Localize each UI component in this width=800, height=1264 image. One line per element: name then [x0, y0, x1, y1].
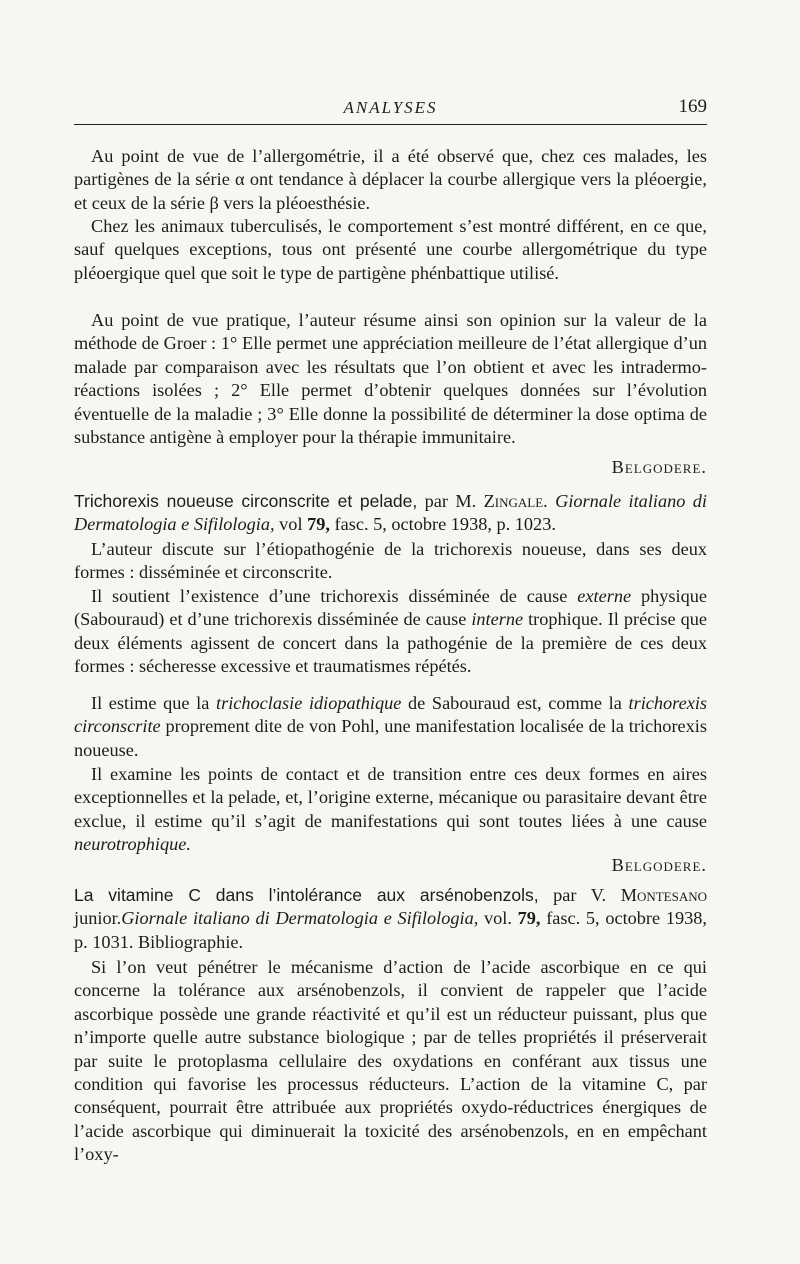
section-title: ANALYSES: [343, 98, 438, 117]
author-suffix: junior.: [74, 908, 122, 929]
journal-name: Giornale italiano di Dermatologia e Sifilologia,: [121, 908, 479, 929]
article-by: par M.: [424, 491, 477, 511]
text-run: Il soutient l’existence d’une trichorexis disséminée de cause: [91, 586, 568, 606]
text-run: Il examine les points de contact et de transition entre ces deux formes en aires exceptionnelles et la pelade, et, l’origine externe, mécanique ou parasitaire devant être exclue, il estime qu’il s’agit de manifestations qui sont toutes liées à une cause: [74, 764, 707, 831]
emphasis-trichorexis: trichorexis circonscrite: [74, 693, 708, 737]
volume-number: 79,: [307, 514, 330, 535]
running-header: [74, 98, 707, 125]
paragraph-examine: [74, 763, 707, 857]
paragraph-existence: [74, 585, 707, 679]
article-reference: fasc. 5, octobre 1938, p. 1031. Bibliographie.: [74, 908, 707, 952]
article-title: La vitamine C dans l’intolérance aux arsénobenzols,: [74, 885, 539, 905]
signature-belgodere-1: Belgodere.: [611, 457, 707, 477]
article-author: Zingale.: [483, 491, 548, 511]
emphasis-neurotrophique: neurotrophique.: [74, 834, 191, 855]
article-heading-vitamine: [74, 884, 707, 954]
text-run: trophique. Il précise que deux éléments agissent de concert dans la pathogénie de la première de ces deux formes : sécheresse excessive et traumatismes répétés.: [74, 609, 707, 677]
signature-belgodere-2: Belgodere.: [611, 855, 707, 875]
paragraph-trichoclasie: [74, 692, 707, 762]
article-title: Trichorexis noueuse circonscrite et pelade,: [74, 491, 418, 511]
volume-number: 79,: [517, 908, 541, 929]
volume-prefix: vol: [279, 514, 303, 535]
article-heading-trichorexis: [74, 490, 707, 537]
page-number: 169: [678, 96, 707, 117]
journal-name: Giornale italiano di Dermatologia e Sifilologia,: [74, 491, 707, 535]
paragraph-animals: Chez les animaux tuberculisés, le comportement s’est montré différent, en ce que, sauf quelques exceptions, tous ont présenté une courbe allergométrique du type pléoergique quel que soit le type de partigène phénbattique utilisé.: [74, 216, 707, 283]
paragraph-etiopathogenie: L’auteur discute sur l’étiopathogénie de la trichorexis noueuse, dans ses deux formes : disséminée et circonscrite.: [74, 539, 707, 583]
article-author: Montesano: [620, 885, 707, 905]
text-run: proprement dite de von Pohl, une manifestation localisée de la trichorexis noueuse.: [74, 716, 707, 760]
text-run: physique (Sabouraud) et d’une trichorexis disséminée de cause: [74, 586, 708, 630]
emphasis-trichoclasie: trichoclasie idiopathique: [216, 693, 402, 713]
article-by: par V.: [553, 885, 607, 905]
emphasis-externe: externe: [577, 586, 632, 606]
paragraph-vitamine-c: Si l’on veut pénétrer le mécanisme d’action de l’acide ascorbique en ce qui concerne la tolérance aux arsénobenzols, il convient de rappeler que l’acide ascorbique possède une grande réactivité et qu’il est un réducteur puissant, plus que n’importe quelle autre substance biologique ; par de telles propriétés il préserverait par suite le protoplasma cellulaire des oxydations en conférant aux tissus une condition qui favorise les processus réducteurs. L’action de la vitamine C, par conséquent, pourrait être attribuée aux propriétés oxydo-réductrices énergiques de l’acide ascorbique qui diminuerait la toxicité des arsénobenzols, en en empêchant l’oxy-: [74, 957, 707, 1165]
paragraph-allergometry: Au point de vue de l’allergométrie, il a été observé que, chez ces malades, les partigènes de la série α ont tendance à déplacer la courbe allergique vers la pléoergie, et ceux de la série β vers la pléoesthésie.: [74, 146, 707, 213]
text-run: Il estime que la: [91, 693, 210, 713]
emphasis-interne: interne: [471, 609, 524, 630]
paragraph-practical: Au point de vue pratique, l’auteur résume ainsi son opinion sur la valeur de la méthode de Groer : 1° Elle permet une appréciation meilleure de l’état allergique d’un malade par comparaison avec les résultats que l’on obtient et avec les intradermo-réactions isolées ; 2° Elle permet d’obtenir quelques données sur l’évolution éventuelle de la maladie ; 3° Elle donne la possibilité de déterminer la dose optima de substance antigène à employer pour la thérapie immunitaire.: [74, 310, 707, 448]
text-run: de Sabouraud est, comme la: [408, 693, 622, 713]
article-reference: fasc. 5, octobre 1938, p. 1023.: [334, 514, 556, 535]
volume-prefix: vol.: [484, 908, 512, 929]
